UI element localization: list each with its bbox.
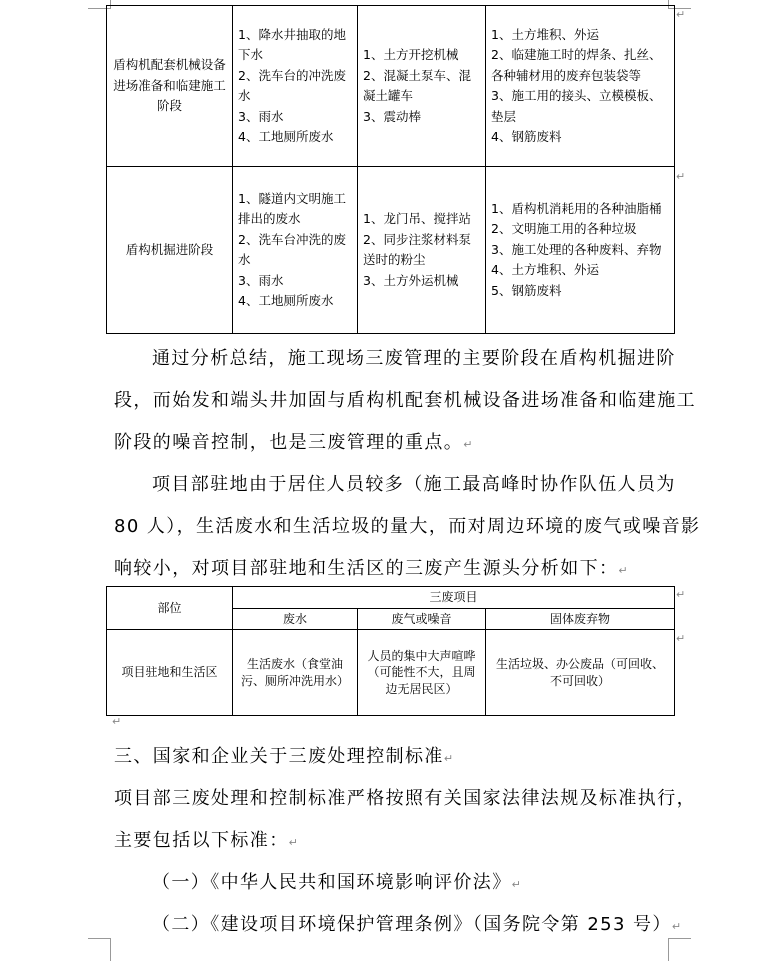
stage-cell: 盾构机掘进阶段 [107,167,233,334]
solid-waste-cell [486,6,675,167]
stage-cell: 盾构机配套机械设备进场准备和临建施工阶段 [107,6,233,167]
paragraph-line: 阶段的噪音控制，也是三废管理的重点。↵ [114,432,474,453]
list-item: （一）《中华人民共和国环境影响评价法》↵ [152,872,523,893]
list-item: 2、洗车台的冲洗废水 [238,67,346,103]
header-water: 废水 [233,608,358,630]
list-item: 1、土方堆积、外运 [491,26,599,42]
list-item: 5、钢筋废料 [491,282,562,298]
list-item: 3、震动棒 [363,108,421,124]
paragraph-line: 段，而始发和端头井加固与盾构机配套机械设备进场准备和临建施工 [114,390,696,411]
list-item: 1、隧道内文明施工排出的废水 [238,190,346,226]
header-solid: 固体废弃物 [486,608,675,630]
list-item: 2、文明施工用的各种垃圾 [491,221,637,237]
section-heading: 三、国家和企业关于三废处理控制标准↵ [114,746,455,767]
paragraph-line: 80 人），生活废水和生活垃圾的量大，而对周边环境的废气或噪音影 [114,516,701,537]
list-item: 3、土方外运机械 [363,272,459,288]
paragraph-line: 项目部三废处理和控制标准严格按照有关国家法律法规及标准执行， [114,788,696,809]
location-cell: 项目驻地和生活区 [107,630,233,716]
header-group: 三废项目 [233,587,675,609]
waste-gas-cell: 人员的集中大声喧哗（可能性不大，且周边无居民区） [358,630,486,716]
header-location: 部位 [107,587,233,630]
table-header-row [107,587,675,609]
list-item: 1、土方开挖机械 [363,47,459,62]
paragraph-line: 项目部驻地由于居住人员较多（施工最高峰时协作队伍人员为 [152,474,676,495]
waste-gas-cell [358,167,486,334]
table-row [107,167,675,334]
list-item: 1、降水井抽取的地下水 [238,26,346,62]
list-item: 3、施工处理的各种废料、弃物 [491,241,662,257]
list-item: 3、雨水 [238,108,284,124]
paragraph-mark: ↵ [676,170,686,183]
residence-waste-table [106,586,675,716]
waste-water-cell: 生活废水（食堂油污、厕所冲洗用水） [233,630,358,716]
list-item: 4、钢筋废料 [491,129,562,144]
waste-water-cell [233,167,358,334]
list-item: 4、工地厕所废水 [238,293,334,308]
list-item: 3、施工用的接头、立模模板、垫层 [491,88,662,124]
solid-waste-cell: 生活垃圾、办公废品（可回收、不可回收） [486,630,675,716]
paragraph-line: 通过分析总结，施工现场三废管理的主要阶段在盾构机掘进阶 [152,348,676,369]
paragraph-mark: ↵ [676,588,686,601]
table-row [107,6,675,167]
list-item: 4、土方堆积、外运 [491,262,599,278]
paragraph-line: 响较小，对项目部驻地和生活区的三废产生源头分析如下：↵ [114,558,630,579]
paragraph-mark: ↵ [676,632,686,645]
solid-waste-cell [486,167,675,334]
list-item: （二）《建设项目环境保护管理条例》（国务院令第 253 号）↵ [152,914,683,935]
table-row [107,630,675,716]
waste-gas-cell [358,6,486,167]
header-gas: 废气或噪音 [358,608,486,630]
list-item: 2、临建施工时的焊条、扎丝、各种辅材用的废弃包装袋等 [491,47,662,83]
list-item: 1、盾构机消耗用的各种油脂桶 [491,200,662,216]
list-item: 4、工地厕所废水 [238,129,334,144]
waste-water-cell [233,6,358,167]
paragraph-mark: ↵ [112,715,122,728]
page-corner-mark [668,938,691,961]
list-item: 2、同步注浆材料泵送时的粉尘 [363,231,471,267]
list-item: 2、混凝土泵车、混凝土罐车 [363,67,471,103]
paragraph-line: 主要包括以下标准：↵ [114,830,300,851]
stage-waste-table [106,5,675,334]
list-item: 1、龙门吊、搅拌站 [363,211,471,226]
list-item: 3、雨水 [238,272,284,288]
page-corner-mark [88,938,111,961]
paragraph-mark: ↵ [676,8,686,21]
list-item: 2、洗车台冲洗的废水 [238,231,346,267]
